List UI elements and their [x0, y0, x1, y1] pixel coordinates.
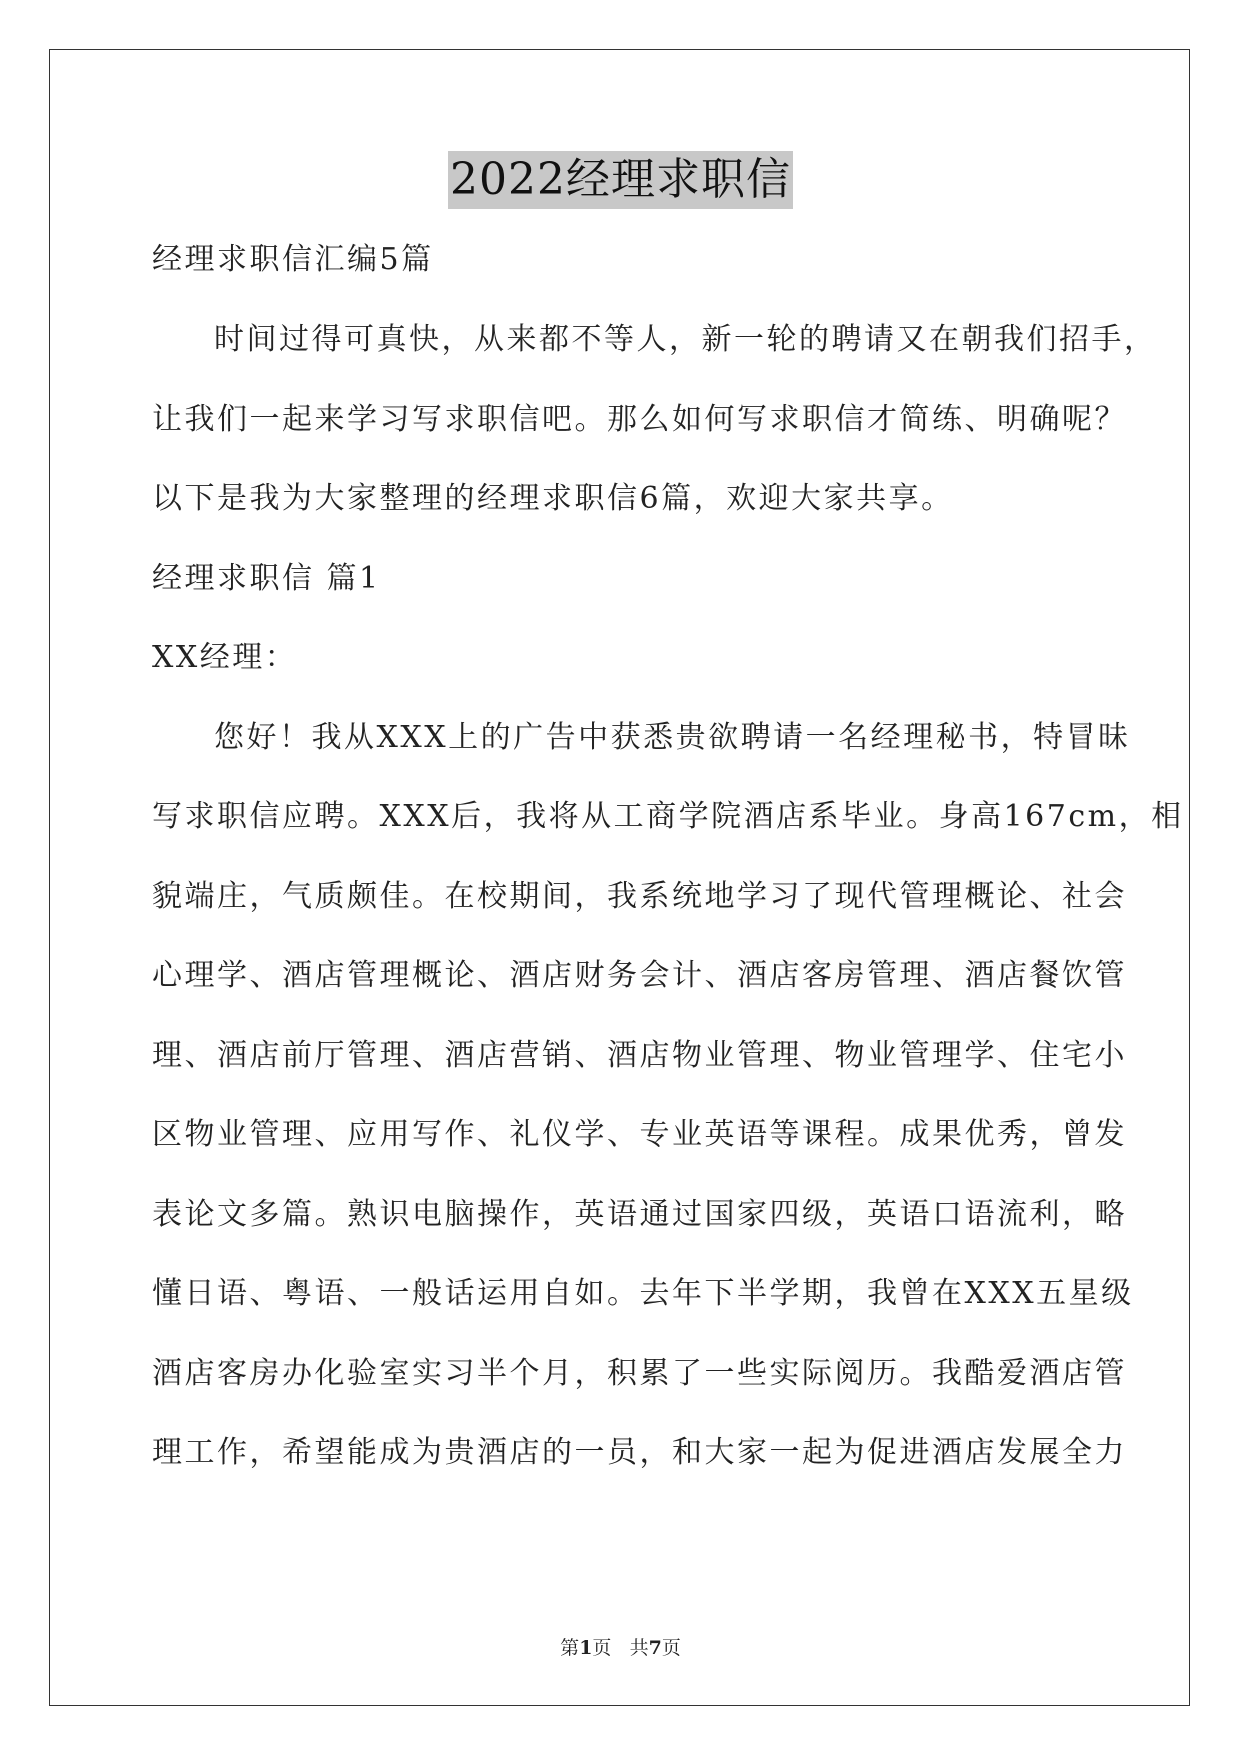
letter-line-10: 理工作，希望能成为贵酒店的一员，和大家一起为促进酒店发展全力	[152, 1435, 1127, 1470]
letter-line-4: 心理学、酒店管理概论、酒店财务会计、酒店客房管理、酒店餐饮管	[152, 958, 1127, 993]
section-heading: 经理求职信 篇1	[152, 561, 381, 596]
letter-line-8: 懂日语、粤语、一般话运用自如。去年下半学期，我曾在XXX五星级	[152, 1276, 1134, 1311]
footer-total-prefix: 共	[629, 1637, 649, 1659]
letter-line-1: 您好！我从XXX上的广告中获悉贵欲聘请一名经理秘书，特冒昧	[214, 720, 1131, 755]
subtitle-line: 经理求职信汇编5篇	[152, 242, 434, 277]
footer-total-suffix: 页	[661, 1637, 681, 1659]
footer-page-suffix: 页	[592, 1637, 612, 1659]
footer-page-number: 1	[579, 1637, 593, 1659]
document-title: 2022经理求职信	[448, 151, 793, 209]
letter-line-7: 表论文多篇。熟识电脑操作，英语通过国家四级，英语口语流利，略	[152, 1197, 1127, 1232]
body-line-3: 以下是我为大家整理的经理求职信6篇，欢迎大家共享。	[152, 481, 954, 516]
page-footer	[0, 1633, 1241, 1660]
letter-line-5: 理、酒店前厅管理、酒店营销、酒店物业管理、物业管理学、住宅小	[152, 1038, 1127, 1073]
letter-line-2: 写求职信应聘。XXX后，我将从工商学院酒店系毕业。身高167cm，相	[152, 799, 1184, 834]
letter-line-6: 区物业管理、应用写作、礼仪学、专业英语等课程。成果优秀，曾发	[152, 1117, 1127, 1152]
body-line-1: 时间过得可真快，从来都不等人，新一轮的聘请又在朝我们招手，	[214, 322, 1157, 357]
footer-total-pages: 7	[648, 1637, 662, 1659]
footer-page-prefix: 第	[560, 1637, 580, 1659]
letter-line-3: 貌端庄，气质颇佳。在校期间，我系统地学习了现代管理概论、社会	[152, 879, 1127, 914]
letter-line-9: 酒店客房办化验室实习半个月，积累了一些实际阅历。我酷爱酒店管	[152, 1356, 1127, 1391]
body-line-2: 让我们一起来学习写求职信吧。那么如何写求职信才简练、明确呢？	[152, 402, 1127, 437]
salutation: XX经理：	[152, 640, 298, 675]
title-container	[0, 151, 1241, 209]
